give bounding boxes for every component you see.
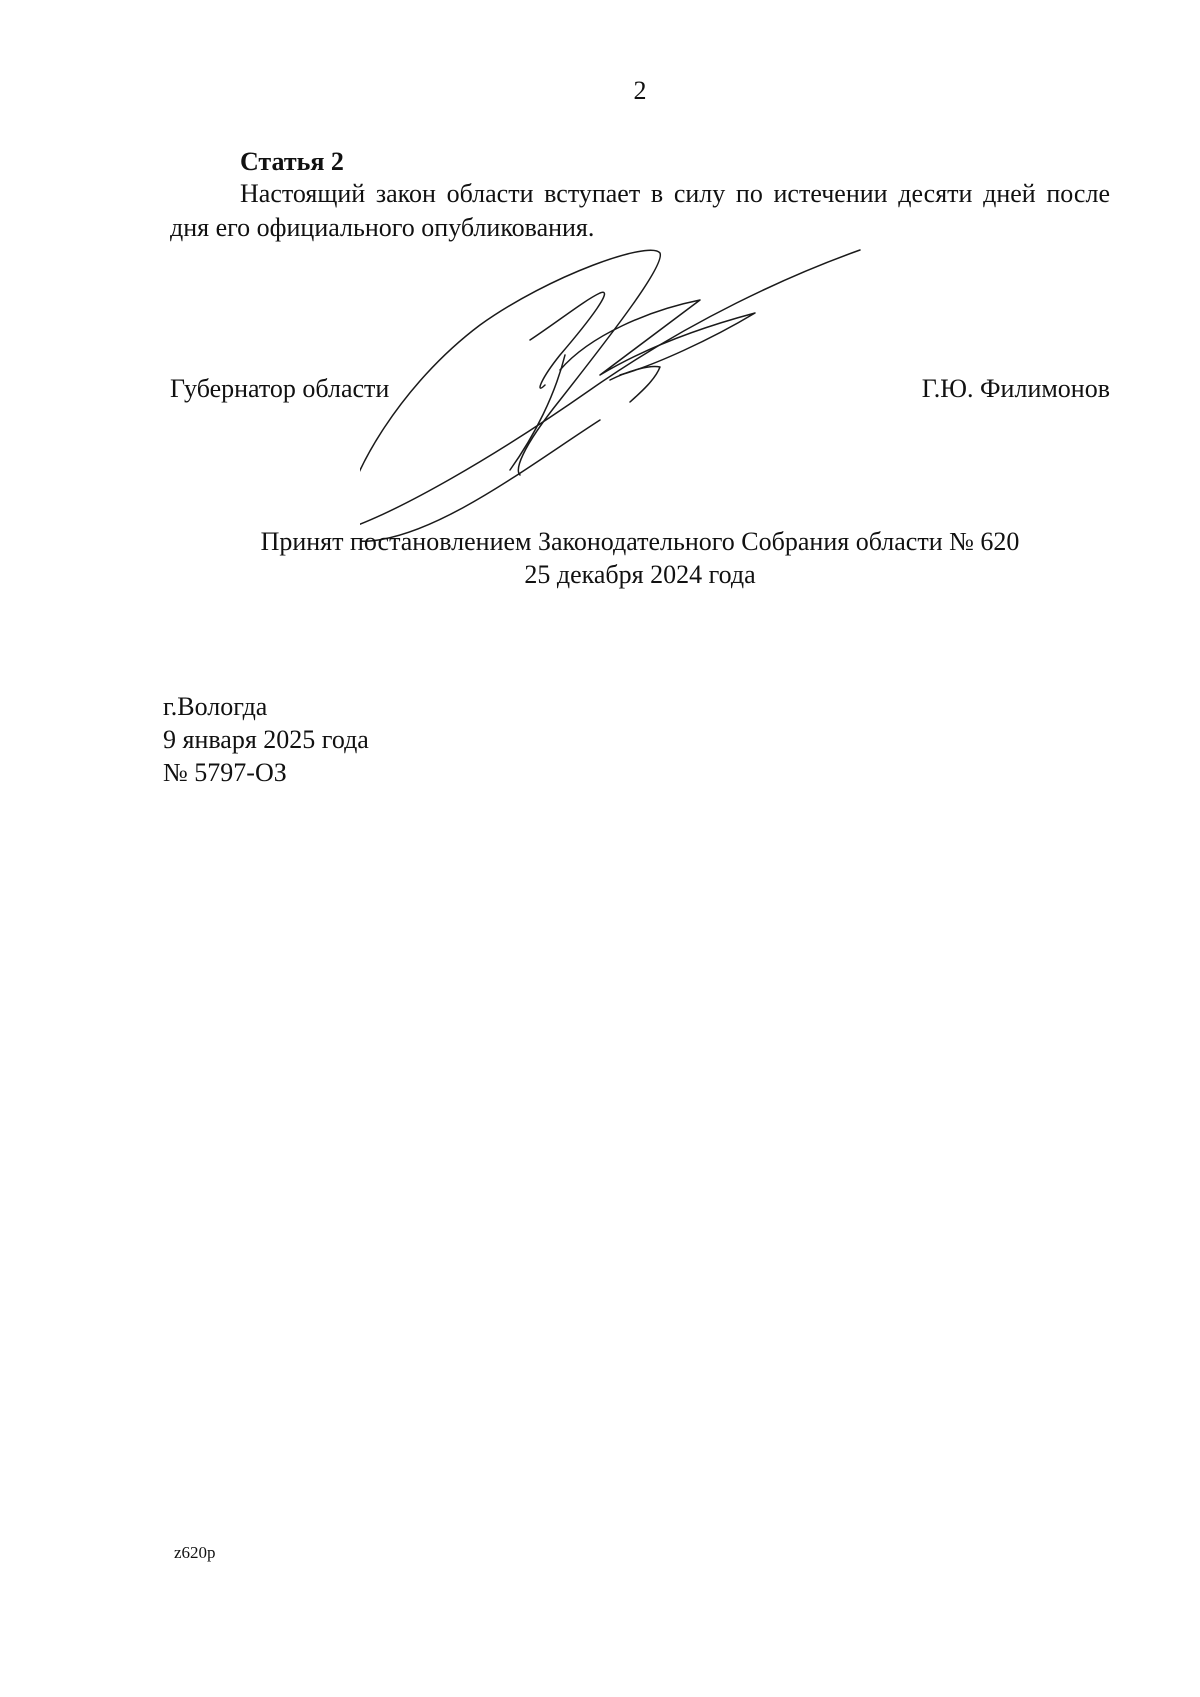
article-body: Настоящий закон области вступает в силу по истечении десяти дней после дня его официального опубликования. bbox=[170, 179, 1110, 242]
law-number: № 5797-ОЗ bbox=[163, 758, 287, 787]
adoption-note bbox=[170, 525, 1110, 591]
signing-date: 9 января 2025 года bbox=[163, 725, 369, 754]
document-code: z620p bbox=[174, 1543, 216, 1562]
page-number: 2 bbox=[633, 76, 647, 105]
signatory-name: Г.Ю. Филимонов bbox=[921, 374, 1110, 403]
adoption-line-2: 25 декабря 2024 года bbox=[524, 560, 756, 589]
city: г.Вологда bbox=[163, 692, 268, 721]
signatory-position: Губернатор области bbox=[170, 374, 390, 403]
place-date-block bbox=[163, 690, 369, 789]
article-title: Статья 2 bbox=[240, 147, 344, 176]
adoption-line-1: Принят постановлением Законодательного Собрания области № 620 bbox=[260, 527, 1020, 556]
